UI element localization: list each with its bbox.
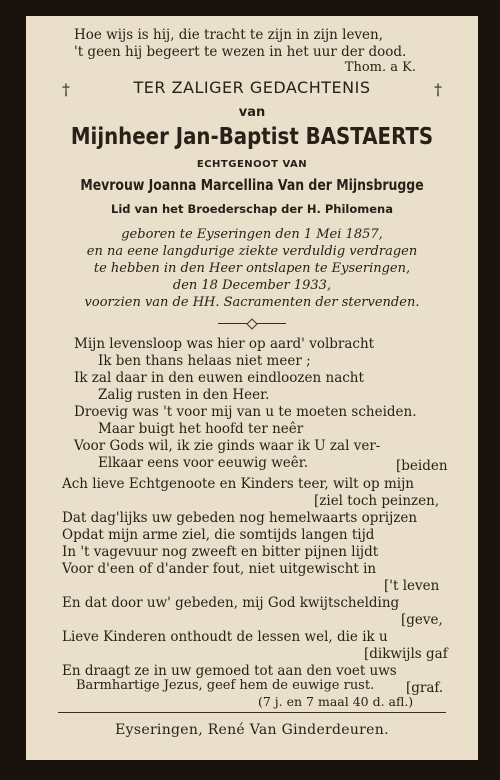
poem-line: [graf. — [406, 680, 444, 696]
membership-line: Lid van het Broederschap der H. Philomena — [111, 202, 393, 216]
bio-line: den 18 December 1933, — [172, 278, 332, 293]
poem-line: [beiden — [396, 458, 448, 474]
bio-line: en na eene langdurige ziekte verduldig verdragen — [86, 244, 418, 259]
poem-line: Elkaar eens voor eeuwig weêr. — [98, 455, 308, 471]
cross-right-icon: † — [434, 80, 442, 99]
poem-line: Voor Gods wil, ik zie ginds waar ik U zal ver- — [74, 438, 381, 454]
ornament-divider — [218, 319, 286, 329]
poem-line: In 't vagevuur nog zweeft en bitter pijnen lijdt — [62, 544, 379, 560]
indulgence-note: (7 j. en 7 maal 40 d. afl.) — [258, 694, 414, 709]
poem-line: [dikwijls gaf — [364, 646, 448, 662]
van-label: van — [238, 105, 266, 120]
poem-line: Mijn levensloop was hier op aard' volbracht — [74, 336, 375, 352]
poem-line: Ik ben thans helaas niet meer ; — [98, 353, 311, 369]
poem-line: Droevig was 't voor mij van u te moeten scheiden. — [74, 404, 417, 420]
quote-line-1: Hoe wijs is hij, die tracht te zijn in zijn leven, — [74, 27, 384, 43]
poem-line: ['t leven — [384, 578, 440, 594]
bio-line: te hebben in den Heer ontslapen te Eyseringen, — [93, 261, 411, 276]
poem-line: Ik zal daar in den euwen eindloozen nacht — [74, 370, 364, 386]
quote-attribution: Thom. a K. — [344, 60, 416, 75]
bio-line: geboren te Eyseringen den 1 Mei 1857, — [121, 227, 383, 242]
memorial-card — [26, 16, 478, 760]
poem-line: [geve, — [401, 612, 443, 628]
poem-line: Zalig rusten in den Heer. — [98, 387, 270, 403]
deceased-name: Mijnheer Jan-Baptist BASTAERTS — [70, 124, 434, 150]
memorial-title: TER ZALIGER GEDACHTENIS — [133, 78, 371, 97]
quote-line-2: 't geen hij begeert te wezen in het uur der dood. — [74, 44, 407, 60]
poem-line: [ziel toch peinzen, — [314, 493, 440, 509]
bio-line: voorzien van de HH. Sacramenten der stervenden. — [84, 295, 420, 310]
poem-line: Barmhartige Jezus, geef hem de euwige rust. — [76, 678, 375, 693]
spouse-label: ECHTGENOOT VAN — [196, 159, 308, 170]
poem-line: Voor d'een of d'ander fout, niet uitgewischt in — [62, 561, 377, 577]
poem-line: Lieve Kinderen onthoudt de lessen wel, die ik u — [62, 629, 388, 645]
cross-left-icon: † — [62, 80, 70, 99]
poem-line: Ach lieve Echtgenoote en Kinders teer, wilt op mijn — [62, 476, 414, 492]
poem-line: Maar buigt het hoofd ter neêr — [98, 421, 304, 437]
spouse-name: Mevrouw Joanna Marcellina Van der Mijnsbrugge — [80, 176, 424, 194]
poem-line: Dat dag'lijks uw gebeden nog hemelwaarts oprijzen — [62, 510, 418, 526]
printer-imprint: Eyseringen, René Van Ginderdeuren. — [115, 722, 389, 738]
footer-divider — [58, 712, 446, 713]
poem-line: En draagt ze in uw gemoed tot aan den voet uws — [62, 663, 397, 679]
poem-line: En dat door uw' gebeden, mij God kwijtschelding — [62, 595, 400, 611]
poem-line: Opdat mijn arme ziel, die somtijds langen tijd — [62, 527, 375, 543]
